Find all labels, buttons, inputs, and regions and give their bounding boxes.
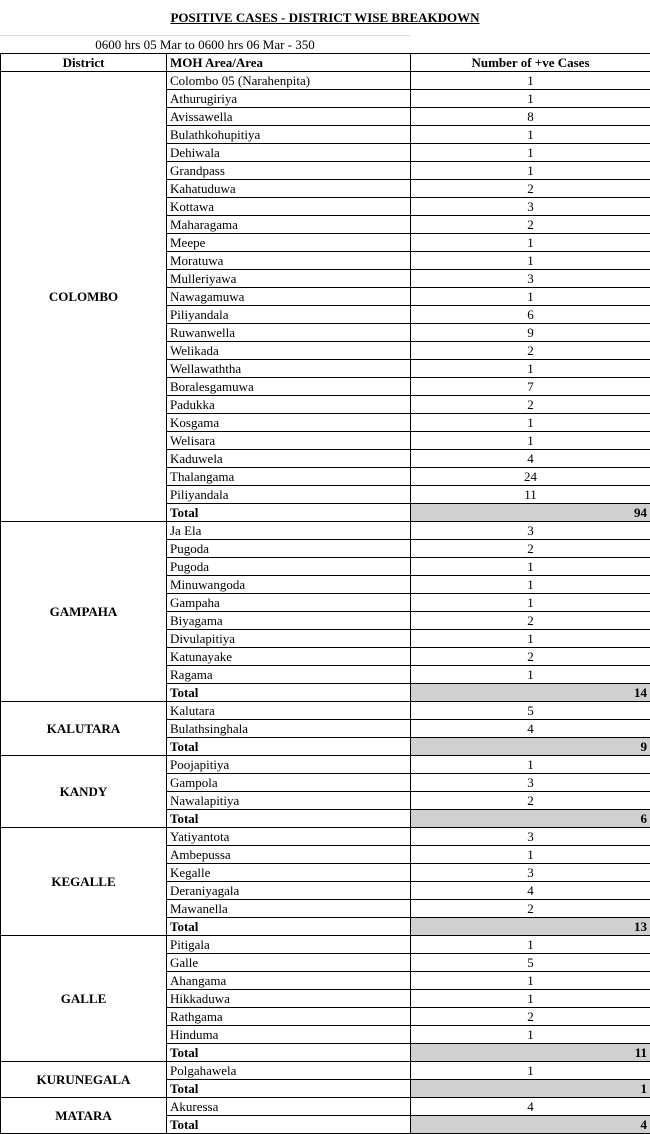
moh-area-name: Maharagama [167,216,411,234]
moh-area-name: Ragama [167,666,411,684]
moh-area-name: Hinduma [167,1026,411,1044]
district-name: KEGALLE [1,828,167,936]
case-count: 5 [411,702,650,720]
moh-area-name: Kahatuduwa [167,180,411,198]
case-count: 2 [411,342,650,360]
district-name: GALLE [1,936,167,1062]
total-label: Total [167,504,411,522]
moh-area-name: Mulleriyawa [167,270,411,288]
case-count: 1 [411,144,650,162]
moh-area-name: Divulapitiya [167,630,411,648]
column-header-moh-area: MOH Area/Area [167,54,411,72]
moh-area-name: Padukka [167,396,411,414]
case-count: 3 [411,198,650,216]
case-count: 5 [411,954,650,972]
district-name: GAMPAHA [1,522,167,702]
moh-area-name: Nawalapitiya [167,792,411,810]
district-name: MATARA [1,1098,167,1134]
table-row [1,828,650,846]
case-count: 3 [411,774,650,792]
district-name: KURUNEGALA [1,1062,167,1098]
case-count: 1 [411,846,650,864]
case-count: 1 [411,162,650,180]
moh-area-name: Moratuwa [167,252,411,270]
table-row [1,72,650,90]
column-header-case-count: Number of +ve Cases [411,54,650,72]
district-total: 4 [411,1116,650,1134]
case-count: 11 [411,486,650,504]
case-count: 1 [411,72,650,90]
moh-area-name: Kosgama [167,414,411,432]
case-count: 1 [411,666,650,684]
moh-area-name: Piliyandala [167,306,411,324]
case-count: 9 [411,324,650,342]
total-label: Total [167,918,411,936]
cases-table [0,53,650,1134]
moh-area-name: Poojapitiya [167,756,411,774]
case-count: 1 [411,1026,650,1044]
district-total: 13 [411,918,650,936]
case-count: 4 [411,882,650,900]
moh-area-name: Piliyandala [167,486,411,504]
moh-area-name: Thalangama [167,468,411,486]
total-label: Total [167,738,411,756]
case-count: 1 [411,252,650,270]
total-label: Total [167,1080,411,1098]
case-count: 1 [411,594,650,612]
moh-area-name: Gampola [167,774,411,792]
moh-area-name: Nawagamuwa [167,288,411,306]
moh-area-name: Galle [167,954,411,972]
case-count: 2 [411,900,650,918]
page-title: POSITIVE CASES - DISTRICT WISE BREAKDOWN [170,10,479,26]
moh-area-name: Wellawaththa [167,360,411,378]
case-count: 1 [411,414,650,432]
moh-area-name: Ja Ela [167,522,411,540]
case-count: 7 [411,378,650,396]
case-count: 3 [411,270,650,288]
case-count: 1 [411,360,650,378]
district-total: 1 [411,1080,650,1098]
table-header-row [1,54,650,72]
district-total: 11 [411,1044,650,1062]
case-count: 1 [411,288,650,306]
moh-area-name: Kaduwela [167,450,411,468]
district-total: 9 [411,738,650,756]
case-count: 2 [411,180,650,198]
moh-area-name: Athurugiriya [167,90,411,108]
moh-area-name: Pugoda [167,540,411,558]
moh-area-name: Mawanella [167,900,411,918]
column-header-district: District [1,54,167,72]
moh-area-name: Pugoda [167,558,411,576]
moh-area-name: Ambepussa [167,846,411,864]
total-label: Total [167,684,411,702]
moh-area-name: Avissawella [167,108,411,126]
case-count: 1 [411,432,650,450]
moh-area-name: Rathgama [167,1008,411,1026]
case-count: 2 [411,216,650,234]
case-count: 2 [411,540,650,558]
district-total: 14 [411,684,650,702]
table-row [1,702,650,720]
moh-area-name: Dehiwala [167,144,411,162]
total-label: Total [167,810,411,828]
moh-area-name: Boralesgamuwa [167,378,411,396]
case-count: 8 [411,108,650,126]
moh-area-name: Hikkaduwa [167,990,411,1008]
district-name: COLOMBO [1,72,167,522]
case-count: 24 [411,468,650,486]
moh-area-name: Kottawa [167,198,411,216]
case-count: 1 [411,234,650,252]
moh-area-name: Pitigala [167,936,411,954]
case-count: 2 [411,1008,650,1026]
moh-area-name: Katunayake [167,648,411,666]
moh-area-name: Bulathkohupitiya [167,126,411,144]
moh-area-name: Meepe [167,234,411,252]
moh-area-name: Grandpass [167,162,411,180]
table-body [1,72,650,1134]
document-header [0,0,650,33]
moh-area-name: Welisara [167,432,411,450]
total-label: Total [167,1044,411,1062]
total-label: Total [167,1116,411,1134]
district-total: 6 [411,810,650,828]
moh-area-name: Yatiyantota [167,828,411,846]
district-name: KALUTARA [1,702,167,756]
case-count: 1 [411,990,650,1008]
case-count: 1 [411,756,650,774]
case-count: 2 [411,792,650,810]
moh-area-name: Kalutara [167,702,411,720]
moh-area-name: Ruwanwella [167,324,411,342]
district-name: KANDY [1,756,167,828]
case-count: 1 [411,558,650,576]
case-count: 3 [411,864,650,882]
case-count: 4 [411,450,650,468]
moh-area-name: Colombo 05 (Narahenpita) [167,72,411,90]
case-count: 1 [411,936,650,954]
case-count: 2 [411,648,650,666]
case-count: 1 [411,90,650,108]
case-count: 3 [411,828,650,846]
moh-area-name: Welikada [167,342,411,360]
reporting-period: 0600 hrs 05 Mar to 0600 hrs 06 Mar - 350 [0,35,410,53]
moh-area-name: Gampaha [167,594,411,612]
moh-area-name: Kegalle [167,864,411,882]
table-row [1,936,650,954]
moh-area-name: Polgahawela [167,1062,411,1080]
moh-area-name: Bulathsinghala [167,720,411,738]
case-count: 3 [411,522,650,540]
case-count: 1 [411,1062,650,1080]
case-count: 1 [411,630,650,648]
table-row [1,756,650,774]
case-count: 1 [411,126,650,144]
case-count: 2 [411,612,650,630]
moh-area-name: Minuwangoda [167,576,411,594]
moh-area-name: Ahangama [167,972,411,990]
case-count: 1 [411,972,650,990]
moh-area-name: Deraniyagala [167,882,411,900]
case-count: 4 [411,720,650,738]
case-count: 4 [411,1098,650,1116]
table-row [1,1098,650,1116]
table-row [1,522,650,540]
case-count: 1 [411,576,650,594]
district-total: 94 [411,504,650,522]
case-count: 2 [411,396,650,414]
moh-area-name: Biyagama [167,612,411,630]
table-row [1,1062,650,1080]
case-count: 6 [411,306,650,324]
moh-area-name: Akuressa [167,1098,411,1116]
